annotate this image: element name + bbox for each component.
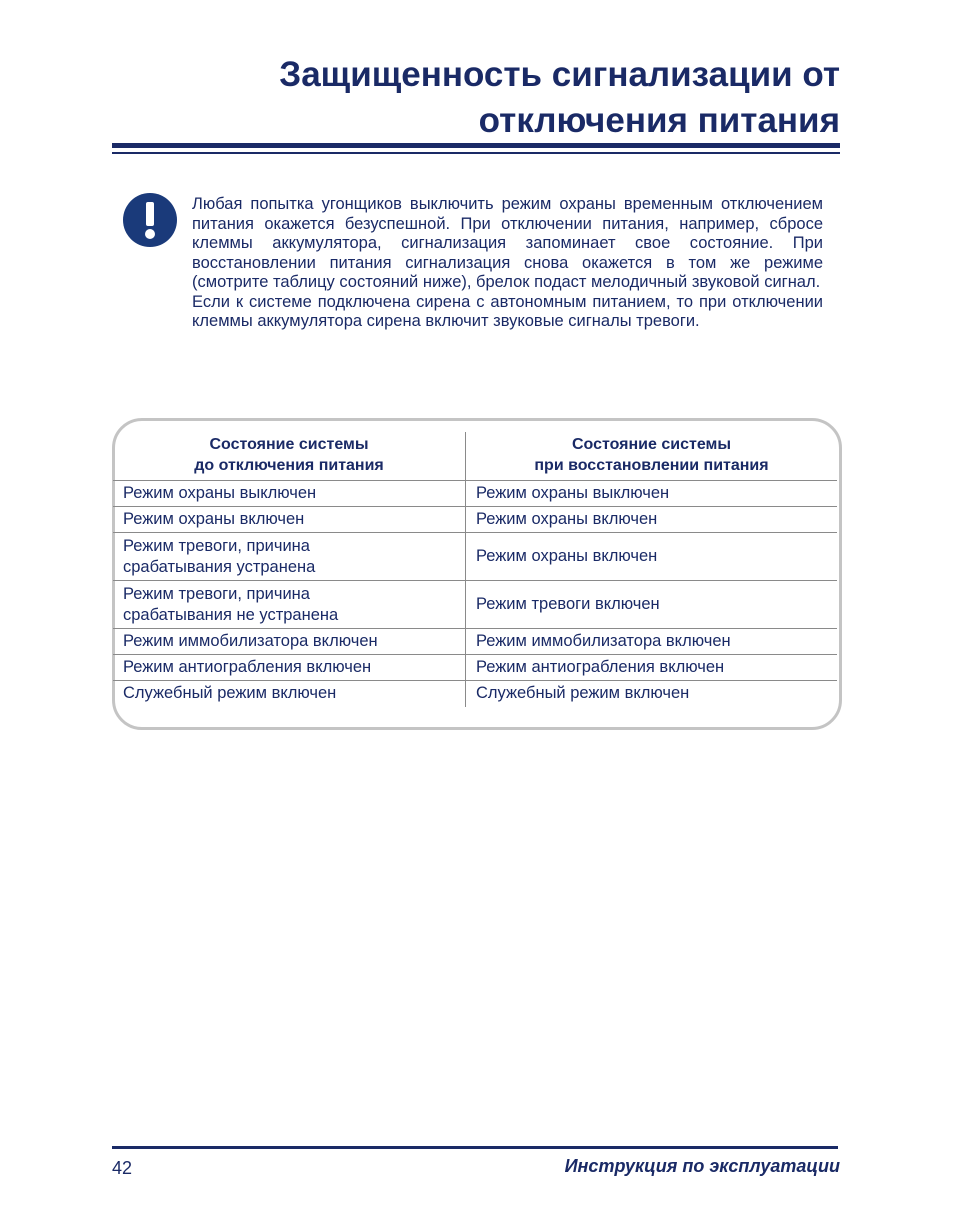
header-before-line2: до отключения питания: [194, 456, 384, 474]
cell-after: Режим антиограбления включен: [466, 655, 838, 681]
page-title-line2: отключения питания: [478, 101, 840, 140]
cell-before-line1: Режим тревоги, причина: [123, 584, 310, 603]
cell-after: Режим тревоги включен: [466, 581, 838, 629]
header-before-line1: Состояние системы: [209, 435, 369, 453]
note-paragraph-1: Любая попытка угонщиков выключить режим охраны временным отключением питания окажется безуспешной. При отключении питания, например, сбросе клеммы аккумулятора, сигнализация запоминает свое состояние. При восстановлении питания сигнализация снова окажется в том же режиме (смотрите таблицу состояний ниже), брелок подаст мелодичный звуковой сигнал.: [192, 195, 823, 291]
warning-note: [192, 195, 823, 332]
cell-before: Режим охраны включен: [113, 507, 466, 533]
exclamation-icon: [123, 193, 177, 247]
cell-after: Режим охраны включен: [466, 507, 838, 533]
footer-divider: [112, 1146, 838, 1149]
cell-before: Служебный режим включен: [113, 681, 466, 707]
table-row: [113, 481, 837, 507]
footer-doc-title: Инструкция по эксплуатации: [564, 1156, 840, 1176]
cell-after: Служебный режим включен: [476, 684, 690, 703]
page-title-line1: Защищенность сигнализации от: [279, 55, 840, 94]
header-after-line1: Состояние системы: [571, 435, 732, 453]
cell-before-line2: срабатывания не устранена: [123, 605, 339, 624]
cell-before: [113, 533, 466, 581]
header-before: [113, 432, 466, 481]
table-row: [113, 681, 837, 707]
title-divider-thick: [112, 143, 840, 148]
cell-before-line2: срабатывания устранена: [123, 557, 316, 576]
table-row: [113, 655, 837, 681]
page-title: [140, 52, 840, 144]
table-row: [113, 533, 837, 581]
cell-before: [113, 581, 466, 629]
cell-before-line1: Режим тревоги, причина: [123, 536, 310, 555]
title-divider-thin: [112, 152, 840, 154]
cell-after: Режим иммобилизатора включен: [466, 629, 838, 655]
cell-before: Режим антиограбления включен: [113, 655, 466, 681]
page-number: 42: [112, 1158, 133, 1178]
table-row: [113, 581, 837, 629]
header-after: [466, 432, 838, 481]
state-table: [113, 432, 837, 707]
table-row: [113, 507, 837, 533]
cell-before: Режим охраны выключен: [113, 481, 466, 507]
cell-before: Режим иммобилизатора включен: [113, 629, 466, 655]
cell-after: Режим охраны выключен: [466, 481, 838, 507]
cell-after: Режим охраны включен: [466, 533, 838, 581]
note-paragraph-2: Если к системе подключена сирена с автономным питанием, то при отключении клеммы аккумулятора сирена включит звуковые сигналы тревоги.: [192, 292, 823, 330]
header-after-line2: при восстановлении питания: [534, 456, 769, 474]
table-row: [113, 629, 837, 655]
